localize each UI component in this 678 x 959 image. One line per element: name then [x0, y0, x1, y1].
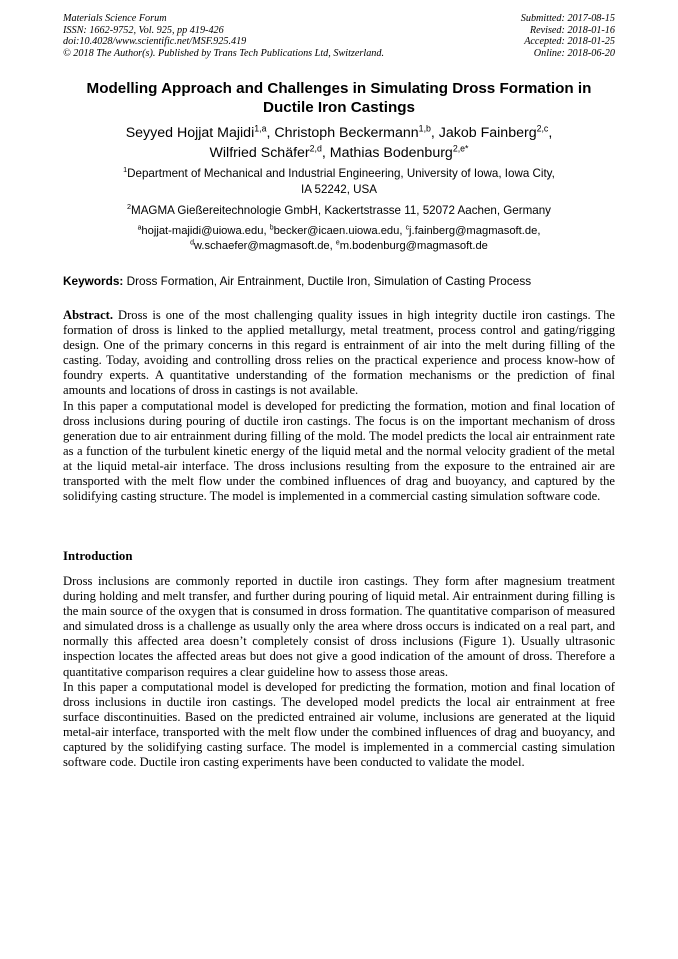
author-sup: 1,b	[418, 123, 431, 134]
author-list	[63, 124, 615, 163]
email-link[interactable]: becker@icaen.uiowa.edu,	[273, 225, 403, 237]
author-name: Jakob Fainberg	[438, 125, 537, 141]
abstract-paragraph-2: In this paper a computational model is developed for predicting the formation, motion and final location of dross inclusions during pouring of ductile iron castings. The focus is on the important mechanism of dross generation due to air entrainment during filling of the mold. The model predicts the local air entrainment rate as a function of the turbulent kinetic energy of the liquid metal and the normal velocity gradient of the metal at the liquid metal-air interface. The dross inclusions resulting from the exposure to the entrained air are transported with the melt flow under the combined influences of drag and buoyancy, and captured by the solidifying casting structure. The model is implemented in a commercial casting simulation software code.	[63, 398, 615, 504]
author-sup: 2,d	[309, 142, 322, 153]
keywords-text: Dross Formation, Air Entrainment, Ductile Iron, Simulation of Casting Process	[126, 274, 532, 288]
author-emails	[63, 224, 615, 254]
author-sup: 2,c	[536, 123, 549, 134]
affiliation-text: Department of Mechanical and Industrial Engineering, University of Iowa, Iowa City,	[127, 167, 555, 180]
introduction-paragraph-1: Dross inclusions are commonly reported in ductile iron castings. They form after magnesium treatment during holding and melt transfer, and further during pouring of liquid metal. Air entrainment during filling is the main source of the oxygen that is consumed in dross formation. The quantitative comparison of measured and simulated dross is a challenge as usually only the area where dross occurs is indicated on a real part, and normally this affected area doesn’t completely consist of dross inclusions (Figure 1). Usually ultrasonic inspection locates the affected areas but does not give a good indication of the amount of dross. Therefore a quantitative comparison requires a clear guideline how to assess those areas.	[63, 574, 615, 679]
author-sup: 2,e*	[452, 142, 469, 153]
email-sup: c	[405, 224, 410, 232]
author-line-1: Seyyed Hojjat Majidi$^{1,a}$, Christoph Beckermann$^{1,b}$, Jakob Fainberg$^{2,c}$,	[125, 123, 553, 141]
affiliation-text: IA 52242, USA	[300, 183, 378, 196]
journal-issn: ISSN: 1662-9752, Vol. 925, pp 419-426	[63, 24, 224, 36]
date-accepted: Accepted: 2018-01-25	[524, 36, 615, 48]
affiliation-text: MAGMA Gießereitechnologie GmbH, Kackertstrasse 11, 52072 Aachen, Germany	[131, 204, 551, 217]
journal-name: Materials Science Forum	[63, 13, 167, 24]
email-link[interactable]: w.schaefer@magmasoft.de,	[193, 240, 333, 252]
journal-copyright: © 2018 The Author(s). Published by Trans Tech Publications Ltd, Switzerland.	[63, 47, 385, 59]
keywords-label: Keywords:	[63, 274, 124, 288]
email-sup: b	[269, 224, 274, 232]
journal-info	[63, 13, 384, 59]
introduction-paragraph-2: In this paper a computational model is developed for predicting the formation, motion and final location of dross inclusions in ductile iron castings. The developed model predicts the local air entrainment at free surface discontinuities. Based on the predicted entrained air volume, inclusions are generated at the liquid metal-air interface, transported with the melt flow under the combined influences of drag and buoyancy, and captured by the solidifying casting surface. The model is implemented in a commercial casting simulation software code. Ductile iron casting experiments have been conducted to validate the model.	[63, 679, 615, 770]
abstract	[63, 308, 615, 504]
keywords	[63, 274, 615, 288]
email-sup: d	[190, 239, 194, 247]
email-sup: e	[335, 239, 340, 247]
affiliation-1	[63, 166, 615, 198]
email-link[interactable]: m.bodenburg@magmasoft.de	[339, 240, 488, 252]
author-name: Seyyed Hojjat Majidi	[125, 125, 255, 141]
introduction-body	[63, 574, 615, 770]
affiliation-2	[63, 203, 615, 219]
paper-title: Modelling Approach and Challenges in Simulating Dross Formation in Ductile Iron Castings	[86, 80, 592, 116]
date-revised: Revised: 2018-01-16	[529, 24, 615, 36]
section-heading-introduction: Introduction	[63, 549, 133, 563]
author-name: Wilfried Schäfer	[209, 144, 310, 161]
date-submitted: Submitted: 2017-08-15	[520, 13, 615, 24]
author-name: Christoph Beckermann	[274, 125, 419, 141]
abstract-label: Abstract.	[63, 308, 114, 322]
publication-dates	[521, 13, 615, 59]
author-sup: 1,a	[254, 123, 267, 134]
author-name: Mathias Bodenburg	[329, 144, 453, 161]
journal-doi: doi:10.4028/www.scientific.net/MSF.925.419	[63, 36, 247, 48]
affiliation-sup: 1	[123, 165, 128, 175]
date-online: Online: 2018-06-20	[533, 47, 615, 59]
journal-header	[63, 13, 615, 59]
abstract-paragraph-1: Abstract. Dross is one of the most challenging quality issues in high integrity ductile iron castings. The formation of dross is linked to the applied metallurgy, metal treatment, process control and gating/rigging design. One of the primary concerns in this regard is entrainment of air into the melt during filling of the casting. Today, avoiding and controlling dross relies on the practical experience and process know-how of foundry experts. A quantitative understanding of the formation mechanisms or the prediction of final amounts and locations of dross in castings is not available.	[63, 308, 615, 398]
author-line-2: Wilfried Schäfer$^{2,d}$, Mathias Bodenburg$^{2,e*}$	[209, 142, 469, 161]
email-sup: a	[137, 224, 142, 232]
email-link[interactable]: hojjat-majidi@uiowa.edu,	[141, 225, 267, 237]
affiliation-sup: 2	[127, 202, 132, 212]
email-link[interactable]: j.fainberg@magmasoft.de,	[409, 225, 541, 237]
